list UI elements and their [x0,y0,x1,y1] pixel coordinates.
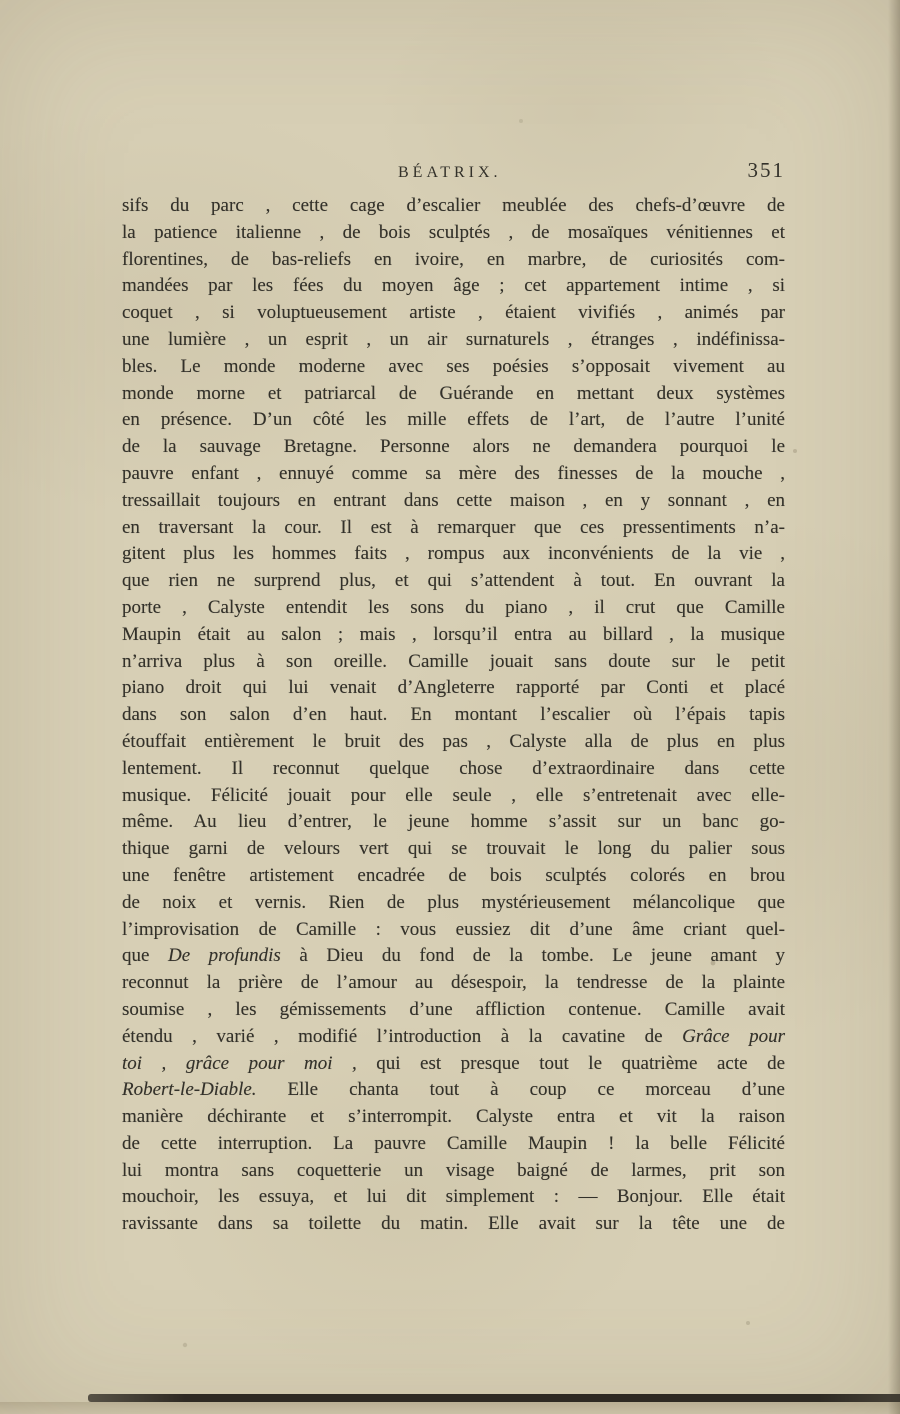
text-segment: à Dieu du fond de la tombe. Le jeune amant y [280,945,786,967]
text-line [122,943,785,970]
text-segment: thique garni de velours vert qui se trouvait le long du palier sous [122,838,785,860]
text-segment: étendu , varié , modifié l’introduction à la cavatine de [122,1025,683,1047]
text-segment: lentement. Il reconnut quelque chose d’extraordinaire dans cette [122,757,785,779]
text-segment: Maupin était au salon ; mais , lorsqu’il entra au billard , la musique [122,623,785,645]
text-segment: la patience italienne , de bois sculptés , de mosaïques vénitiennes et [122,221,785,243]
text-line [122,461,785,488]
text-segment: étouffait entièrement le bruit des pas , Calyste alla de plus en plus [122,730,785,752]
text-segment: de noix et vernis. Rien de plus mystérieusement mélancolique que [122,891,785,913]
text-line [122,783,785,810]
text-line [122,273,785,300]
text-line [122,220,785,247]
text-line [122,515,785,542]
text-line [122,675,785,702]
page-number: 351 [747,158,785,182]
text-segment: mouchoir, les essuya, et lui dit simplement : — Bonjour. Elle était [122,1186,785,1208]
running-title: BÉATRIX. [398,164,502,181]
text-segment: monde morne et patriarcal de Guérande en mettant deux systèmes [122,382,785,404]
text-segment: l’improvisation de Camille : vous eussiez dit d’une âme criant quel- [122,918,785,940]
text-line [122,1077,785,1104]
text-line [122,702,785,729]
text-line [122,595,785,622]
text-line [122,1131,785,1158]
text-line [122,541,785,568]
text-segment: de cette interruption. La pauvre Camille Maupin ! la belle Félicité [122,1132,785,1154]
page-header [122,158,785,188]
text-segment: lui montra sans coquetterie un visage baigné de larmes, prit son [122,1159,785,1181]
text-segment: tressaillait toujours en entrant dans cette maison , en y sonnant , en [122,489,785,511]
text-segment: qui est presque tout le quatrième acte de [356,1052,786,1074]
text-line [122,649,785,676]
paper-specks [0,0,2,2]
text-line [122,193,785,220]
text-segment: une lumière , un esprit , un air surnaturels , étranges , indéfinissa- [122,328,785,350]
text-segment: manière déchirante et s’interrompit. Calyste entra et vit la raison [122,1106,785,1128]
text-line [122,970,785,997]
text-segment: bles. Le monde moderne avec ses poésies s’opposait vivement au [122,355,785,377]
text-segment: reconnut la prière de l’amour au désespoir, la tendresse de la plainte [122,972,785,994]
page-bottom-edge [88,1394,900,1402]
text-line [122,1024,785,1051]
text-line [122,247,785,274]
text-segment: que [122,945,168,967]
text-segment: mandées par les fées du moyen âge ; cet appartement intime , si [122,275,785,297]
italic-text-segment: De profundis [167,945,281,967]
text-segment: une fenêtre artistement encadrée de bois sculptés colorés en brou [122,864,785,886]
text-line [122,1184,785,1211]
text-segment: ravissante dans sa toilette du matin. Elle avait sur la tête une de [122,1213,785,1235]
text-segment: porte , Calyste entendit les sons du piano , il crut que Camille [122,596,785,618]
text-line [122,622,785,649]
text-segment: dans son salon d’en haut. En montant l’escalier où l’épais tapis [122,704,785,726]
text-line [122,1104,785,1131]
text-line [122,890,785,917]
text-segment: piano droit qui lui venait d’Angleterre rapporté par Conti et placé [122,677,785,699]
text-line [122,729,785,756]
page-bottom-shading [0,1402,900,1414]
text-segment: de la sauvage Bretagne. Personne alors ne demandera pourquoi le [122,436,785,458]
text-segment: sifs du parc , cette cage d’escalier meublée des chefs-d’œuvre de [122,195,785,216]
text-line [122,917,785,944]
text-segment: musique. Félicité jouait pour elle seule , elle s’entretenait avec elle- [122,784,785,806]
text-line [122,997,785,1024]
text-line [122,434,785,461]
italic-text-segment: toi , grâce pour moi , [122,1052,357,1074]
text-line [122,1211,785,1238]
text-segment: que rien ne surprend plus, et qui s’attendent à tout. En ouvrant la [122,570,785,592]
text-segment: en traversant la cour. Il est à remarquer que ces pressentiments n’a- [122,516,785,538]
text-line [122,488,785,515]
italic-text-segment: Robert-le-Diable. [122,1079,257,1101]
text-segment: soumise , les gémissements d’une affliction contenue. Camille avait [122,998,785,1020]
text-segment: en présence. D’un côté les mille effets de l’art, de l’autre l’unité [122,409,785,431]
text-segment: gitent plus les hommes faits , rompus aux inconvénients de la vie , [122,543,785,565]
text-line [122,836,785,863]
text-line [122,756,785,783]
text-line [122,300,785,327]
text-segment: n’arriva plus à son oreille. Camille jouait sans doute sur le petit [122,650,785,672]
text-line [122,407,785,434]
page-right-edge-shadow [888,0,900,1414]
text-segment: Elle chanta tout à coup ce morceau d’une [256,1079,785,1101]
text-line [122,863,785,890]
text-line [122,354,785,381]
text-segment: pauvre enfant , ennuyé comme sa mère des finesses de la mouche , [122,462,785,484]
body-text [122,193,785,1238]
text-line [122,809,785,836]
text-line [122,1158,785,1185]
text-line [122,381,785,408]
text-line [122,568,785,595]
text-segment: coquet , si voluptueusement artiste , étaient vivifiés , animés par [122,302,785,324]
text-line [122,327,785,354]
text-segment: florentines, de bas-reliefs en ivoire, en marbre, de curiosités com- [122,248,785,270]
italic-text-segment: Grâce pour [682,1025,785,1047]
text-line [122,1051,785,1078]
text-segment: même. Au lieu d’entrer, le jeune homme s’assit sur un banc go- [122,811,785,833]
